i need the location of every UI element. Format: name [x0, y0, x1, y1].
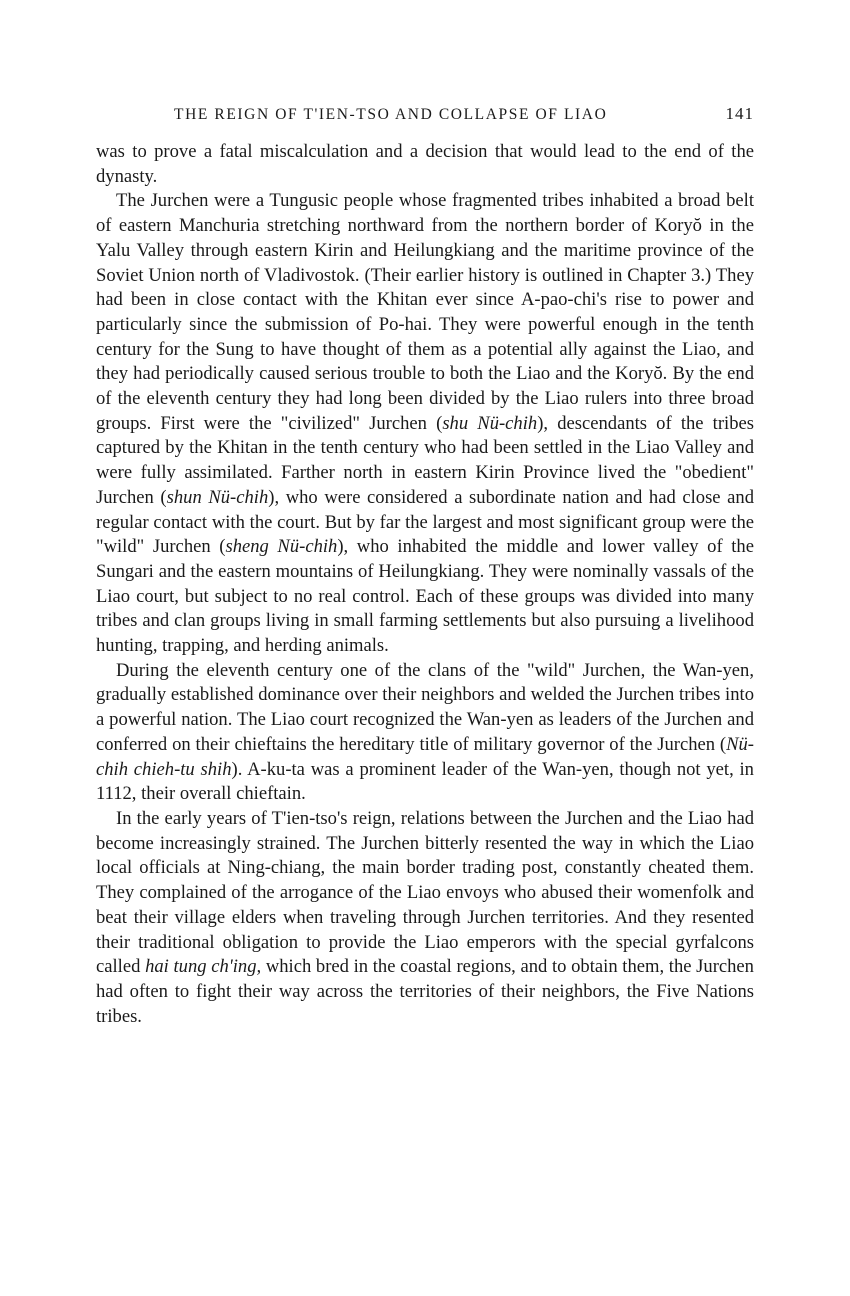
italic-term: Nü-chih chieh-tu shih	[96, 733, 754, 780]
text-run: which bred in the coastal regions, and to obtain them, the Jurchen had often to fight their way across the territories of their neighbors, the Five Nations tribes.	[96, 956, 754, 1027]
text-run: In the early years of T'ien-tso's reign, relations between the Jurchen and the Liao had become increasingly strained. The Jurchen bitterly resented the way in which the Liao local officials at Ning-chiang, the main border trading post, constantly cheated them. They complained of the arrogance of the Liao envoys who abused their womenfolk and beat their village elders when traveling through Jurchen territories. And they resented their traditional obligation to provide the Liao emperors with the special gyrfalcons called	[96, 807, 754, 978]
running-head	[96, 104, 754, 124]
paragraph-wan-yen	[96, 659, 754, 807]
italic-term: sheng Nü-chih	[225, 536, 338, 558]
text-run: ). A-ku-ta was a prominent leader of the Wan-yen, though not yet, in 1112, their overall chieftain.	[96, 758, 754, 805]
text-run: ), who inhabited the middle and lower valley of the Sungari and the eastern mountains of Heilungkiang. They were nominally vassals of the Liao court, but subject to no real control. Each of these groups was divided into many tribes and clan groups living in small farming settlements but also pursuing a livelihood hunting, trapping, and herding animals.	[96, 536, 754, 657]
paragraph-strained-relations	[96, 807, 754, 1029]
book-page	[96, 104, 754, 1029]
text-run: ), descendants of the tribes captured by the Khitan in the tenth century who had been settled in the Liao Valley and were fully assimilated. Farther north in eastern Kirin Province lived the "obedient" Jurchen (	[96, 412, 754, 508]
text-run: During the eleventh century one of the clans of the "wild" Jurchen, the Wan-yen, gradually established dominance over their neighbors and welded the Jurchen tribes into a powerful nation. The Liao court recognized the Wan-yen as leaders of the Jurchen and conferred on their chieftains the hereditary title of military governor of the Jurchen (	[96, 659, 754, 755]
chapter-title: THE REIGN OF T'IEN-TSO AND COLLAPSE OF LIAO	[174, 106, 608, 123]
body-text	[96, 140, 754, 1029]
italic-term: hai tung ch'ing,	[145, 956, 262, 978]
text-run: The Jurchen were a Tungusic people whose fragmented tribes inhabited a broad belt of eastern Manchuria stretching northward from the northern border of Koryŏ in the Yalu Valley through eastern Kirin and Heilungkiang and the maritime province of the Soviet Union north of Vladivostok. (Their earlier history is outlined in Chapter 3.) They had been in close contact with the Khitan ever since A-pao-chi's rise to power and particularly since the submission of Po-hai. They were powerful enough in the tenth century for the Sung to have thought of them as a potential ally against the Liao, and they had periodically caused serious trouble to both the Liao and the Koryŏ. By the end of the eleventh century they had long been divided by the Liao rulers into three broad groups. First were the "civilized" Jurchen (	[96, 190, 754, 434]
italic-term: shun Nü-chih	[166, 486, 269, 508]
paragraph-continuation: was to prove a fatal miscalculation and a decision that would lead to the end of the dynasty.	[96, 141, 754, 187]
page-number: 141	[725, 104, 754, 123]
italic-term: shu Nü-chih	[442, 412, 538, 434]
paragraph-jurchen-groups	[96, 189, 754, 658]
text-run: ), who were considered a subordinate nation and had close and regular contact with the court. But by far the largest and most significant group were the "wild" Jurchen (	[96, 486, 755, 558]
